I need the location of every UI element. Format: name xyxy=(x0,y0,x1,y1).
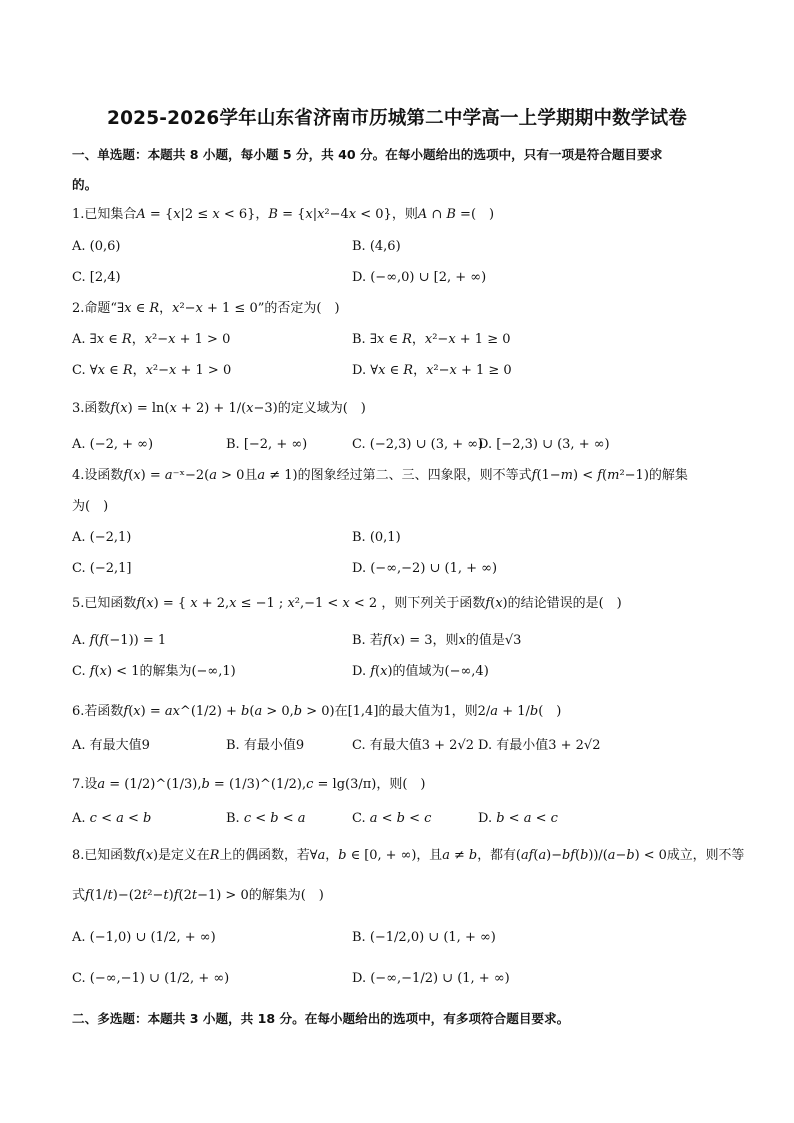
q6-stem: 6.若函数𝑓(𝑥) = 𝑎𝑥^(1/2) + 𝑏(𝑎 > 0,𝑏 > 0)在[1,4]的最大值为1，则2/𝑎 + 1/𝑏( ) xyxy=(72,704,562,719)
q3-option-c: C. (−2,3) ∪ (3, + ∞) xyxy=(352,437,484,452)
exam-title: 2025-2026学年山东省济南市历城第二中学高一上学期期中数学试卷 xyxy=(107,108,687,129)
q5-option-b: B. 若𝑓(𝑥) = 3，则𝑥的值是√3 xyxy=(352,633,522,648)
q8-option-a: A. (−1,0) ∪ (1/2, + ∞) xyxy=(72,930,216,945)
q6-option-d: D. 有最小值3 + 2√2 xyxy=(478,738,601,753)
q3-stem: 3.函数𝑓(𝑥) = ln(𝑥 + 2) + 1/(𝑥−3)的定义域为( ) xyxy=(72,401,366,416)
q7-option-c: C. 𝑎 < 𝑏 < 𝑐 xyxy=(352,811,432,826)
section1-heading-line2: 的。 xyxy=(72,177,98,192)
q3-option-d: D. [−2,3) ∪ (3, + ∞) xyxy=(478,437,610,452)
q2-stem: 2.命题“∃𝑥 ∈ 𝑅，𝑥²−𝑥 + 1 ≤ 0”的否定为( ) xyxy=(72,301,340,316)
section1-heading-line1: 一、单选题：本题共 8 小题，每小题 5 分，共 40 分。在每小题给出的选项中，只有一项是符合题目要求 xyxy=(72,147,663,162)
q8-option-b: B. (−1/2,0) ∪ (1, + ∞) xyxy=(352,930,496,945)
q5-option-c: C. 𝑓(𝑥) < 1的解集为(−∞,1) xyxy=(72,664,236,679)
q2-option-c: C. ∀𝑥 ∈ 𝑅，𝑥²−𝑥 + 1 > 0 xyxy=(72,363,232,378)
q4-option-d: D. (−∞,−2) ∪ (1, + ∞) xyxy=(352,561,498,576)
q2-option-a: A. ∃𝑥 ∈ 𝑅，𝑥²−𝑥 + 1 > 0 xyxy=(72,332,231,347)
q1-option-d: D. (−∞,0) ∪ [2, + ∞) xyxy=(352,270,487,285)
q6-option-c: C. 有最大值3 + 2√2 xyxy=(352,738,475,753)
q6-option-b: B. 有最小值9 xyxy=(226,738,305,753)
q7-option-b: B. 𝑐 < 𝑏 < 𝑎 xyxy=(226,811,306,826)
q3-option-a: A. (−2, + ∞) xyxy=(72,437,154,452)
q4-option-a: A. (−2,1) xyxy=(72,530,132,545)
q8-stem-line1: 8.已知函数𝑓(𝑥)是定义在𝑅上的偶函数，若∀𝑎，𝑏 ∈ [0, + ∞)，且𝑎 ≠ 𝑏，都有(𝑎𝑓(𝑎)−𝑏𝑓(𝑏))/(𝑎−𝑏) < 0成立，则不等 xyxy=(72,848,745,863)
q1-option-b: B. (4,6) xyxy=(352,239,401,254)
q5-stem: 5.已知函数𝑓(𝑥) = { 𝑥 + 2,𝑥 ≤ −1 ; 𝑥²,−1 < 𝑥 < 2 ，则下列关于函数𝑓(𝑥)的结论错误的是( ) xyxy=(72,596,622,611)
q7-option-d: D. 𝑏 < 𝑎 < 𝑐 xyxy=(478,811,558,826)
q1-stem: 1.已知集合𝐴 = {𝑥|2 ≤ 𝑥 < 6}，𝐵 = {𝑥|𝑥²−4𝑥 < 0}，则𝐴 ∩ 𝐵 =( ) xyxy=(72,207,495,222)
section2-heading: 二、多选题：本题共 3 小题，共 18 分。在每小题给出的选项中，有多项符合题目要求。 xyxy=(72,1011,570,1026)
q8-stem-line2: 式𝑓(1/𝑡)−(2𝑡²−𝑡)𝑓(2𝑡−1) > 0的解集为( ) xyxy=(72,888,324,903)
q4-option-c: C. (−2,1] xyxy=(72,561,132,576)
q4-option-b: B. (0,1) xyxy=(352,530,401,545)
q1-option-c: C. [2,4) xyxy=(72,270,121,285)
q5-option-a: A. 𝑓(𝑓(−1)) = 1 xyxy=(72,633,167,648)
q8-option-c: C. (−∞,−1) ∪ (1/2, + ∞) xyxy=(72,971,230,986)
q7-stem: 7.设𝑎 = (1/2)^(1/3),𝑏 = (1/3)^(1/2),𝑐 = lg(3/π)，则( ) xyxy=(72,777,426,792)
q4-stem-line1: 4.设函数𝑓(𝑥) = 𝑎⁻ˣ−2(𝑎 > 0且𝑎 ≠ 1)的图象经过第二、三、四象限，则不等式𝑓(1−𝑚) < 𝑓(𝑚²−1)的解集 xyxy=(72,468,688,483)
q4-stem-line2: 为( ) xyxy=(72,499,109,514)
q8-option-d: D. (−∞,−1/2) ∪ (1, + ∞) xyxy=(352,971,510,986)
q3-option-b: B. [−2, + ∞) xyxy=(226,437,308,452)
q2-option-b: B. ∃𝑥 ∈ 𝑅，𝑥²−𝑥 + 1 ≥ 0 xyxy=(352,332,511,347)
q7-option-a: A. 𝑐 < 𝑎 < 𝑏 xyxy=(72,811,152,826)
q2-option-d: D. ∀𝑥 ∈ 𝑅，𝑥²−𝑥 + 1 ≥ 0 xyxy=(352,363,512,378)
q6-option-a: A. 有最大值9 xyxy=(72,738,150,753)
q5-option-d: D. 𝑓(𝑥)的值域为(−∞,4) xyxy=(352,664,489,679)
q1-option-a: A. (0,6) xyxy=(72,239,121,254)
